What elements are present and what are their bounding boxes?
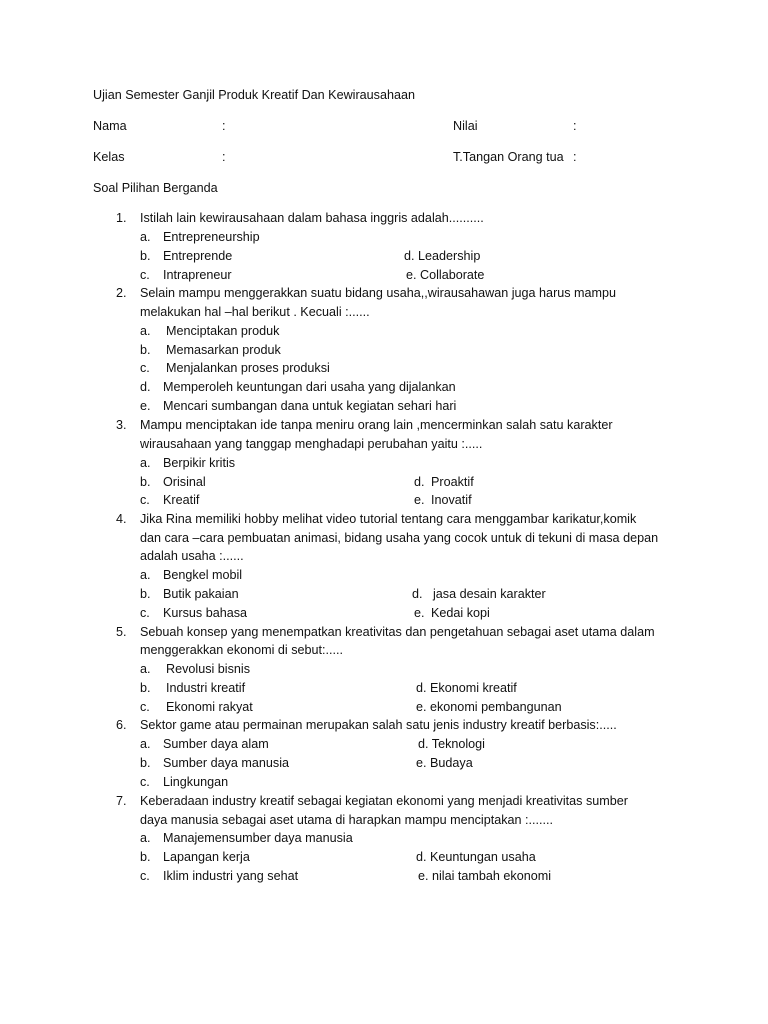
question-number: 5. <box>116 625 127 639</box>
option-text: Kreatif <box>163 493 200 507</box>
option-key: a. <box>140 324 151 338</box>
option-key: e. <box>414 493 425 507</box>
question-text: dan cara –cara pembuatan animasi, bidang usaha yang cocok untuk di tekuni di masa depan <box>140 531 659 545</box>
option-text: Kursus bahasa <box>163 606 248 620</box>
option-key: b. <box>140 681 151 695</box>
option-text: Menciptakan produk <box>166 324 280 338</box>
question-text: melakukan hal –hal berikut . Kecuali :...... <box>140 305 370 319</box>
option-text: d. Teknologi <box>418 737 485 751</box>
option-text: Bengkel mobil <box>163 568 243 582</box>
option-key: a. <box>140 456 151 470</box>
field-separator-nilai: : <box>573 119 577 133</box>
option-text: d. Keuntungan usaha <box>416 850 536 864</box>
question-text: Keberadaan industry kreatif sebagai kegiatan ekonomi yang menjadi kreativitas sumber <box>140 794 628 808</box>
option-key: c. <box>140 268 150 282</box>
option-text: e. nilai tambah ekonomi <box>418 869 552 883</box>
question-text: Jika Rina memiliki hobby melihat video tutorial tentang cara menggambar karikatur,komik <box>140 512 637 526</box>
option-key: b. <box>140 249 151 263</box>
option-key: c. <box>140 606 150 620</box>
question-text: daya manusia sebagai aset utama di harapkan mampu menciptakan :....... <box>140 813 554 827</box>
option-text: Menjalankan proses produksi <box>166 361 330 375</box>
field-label-kelas: Kelas <box>93 150 125 164</box>
option-key: a. <box>140 568 151 582</box>
option-key: b. <box>140 475 151 489</box>
question-text: Selain mampu menggerakkan suatu bidang usaha,,wirausahawan juga harus mampu <box>140 286 617 300</box>
option-text: Entrepreneurship <box>163 230 260 244</box>
option-text: Orisinal <box>163 475 206 489</box>
question-text: menggerakkan ekonomi di sebut:..... <box>140 643 344 657</box>
document-title: Ujian Semester Ganjil Produk Kreatif Dan Kewirausahaan <box>93 88 416 102</box>
option-text: Lingkungan <box>163 775 229 789</box>
question-text: Sebuah konsep yang menempatkan kreativitas dan pengetahuan sebagai aset utama dalam <box>140 625 655 639</box>
option-key: c. <box>140 493 150 507</box>
option-text: Inovatif <box>431 493 472 507</box>
question-number: 4. <box>116 512 127 526</box>
option-text: jasa desain karakter <box>433 587 546 601</box>
field-separator-kelas: : <box>222 150 226 164</box>
option-text: Memperoleh keuntungan dari usaha yang dijalankan <box>163 380 456 394</box>
option-key: c. <box>140 869 150 883</box>
option-key: b. <box>140 343 151 357</box>
option-key: d. <box>140 380 151 394</box>
option-text: e. Budaya <box>416 756 473 770</box>
question-number: 7. <box>116 794 127 808</box>
option-key: b. <box>140 756 151 770</box>
option-text: e. ekonomi pembangunan <box>416 700 562 714</box>
option-key: b. <box>140 587 151 601</box>
option-text: Intrapreneur <box>163 268 232 282</box>
option-key: c. <box>140 700 150 714</box>
option-text: Ekonomi rakyat <box>166 700 253 714</box>
question-number: 2. <box>116 286 127 300</box>
option-text: Sumber daya manusia <box>163 756 290 770</box>
section-heading: Soal Pilihan Berganda <box>93 181 218 195</box>
option-key: a. <box>140 662 151 676</box>
question-number: 1. <box>116 211 127 225</box>
option-key: a. <box>140 230 151 244</box>
question-text: Istilah lain kewirausahaan dalam bahasa inggris adalah.......... <box>140 211 484 225</box>
field-label-tanda-tangan: T.Tangan Orang tua <box>453 150 564 164</box>
option-key: c. <box>140 361 150 375</box>
option-key: d. <box>414 475 425 489</box>
option-key: d. <box>412 587 423 601</box>
field-separator-nama: : <box>222 119 226 133</box>
question-number: 6. <box>116 718 127 732</box>
question-text: Sektor game atau permainan merupakan salah satu jenis industry kreatif berbasis:..... <box>140 718 617 732</box>
option-text: Proaktif <box>431 475 474 489</box>
option-text: Kedai kopi <box>431 606 490 620</box>
field-separator-tanda-tangan: : <box>573 150 577 164</box>
option-text: Industri kreatif <box>166 681 246 695</box>
option-text: Butik pakaian <box>163 587 239 601</box>
option-key: e. <box>140 399 151 413</box>
question-text: wirausahaan yang tanggap menghadapi perubahan yaitu :..... <box>140 437 483 451</box>
question-number: 3. <box>116 418 127 432</box>
option-text: d. Leadership <box>404 249 481 263</box>
option-key: b. <box>140 850 151 864</box>
option-key: e. <box>414 606 425 620</box>
option-text: Sumber daya alam <box>163 737 269 751</box>
option-text: Iklim industri yang sehat <box>163 869 299 883</box>
field-label-nilai: Nilai <box>453 119 478 133</box>
option-text: Revolusi bisnis <box>166 662 250 676</box>
option-text: Manajemensumber daya manusia <box>163 831 353 845</box>
option-text: e. Collaborate <box>406 268 485 282</box>
option-text: Mencari sumbangan dana untuk kegiatan sehari hari <box>163 399 457 413</box>
question-text: adalah usaha :...... <box>140 549 244 563</box>
option-text: Entreprende <box>163 249 233 263</box>
option-text: Lapangan kerja <box>163 850 250 864</box>
option-key: a. <box>140 831 151 845</box>
option-text: d. Ekonomi kreatif <box>416 681 517 695</box>
question-text: Mampu menciptakan ide tanpa meniru orang lain ,mencerminkan salah satu karakter <box>140 418 613 432</box>
option-text: Memasarkan produk <box>166 343 281 357</box>
option-key: a. <box>140 737 151 751</box>
option-key: c. <box>140 775 150 789</box>
option-text: Berpikir kritis <box>163 456 236 470</box>
field-label-nama: Nama <box>93 119 127 133</box>
